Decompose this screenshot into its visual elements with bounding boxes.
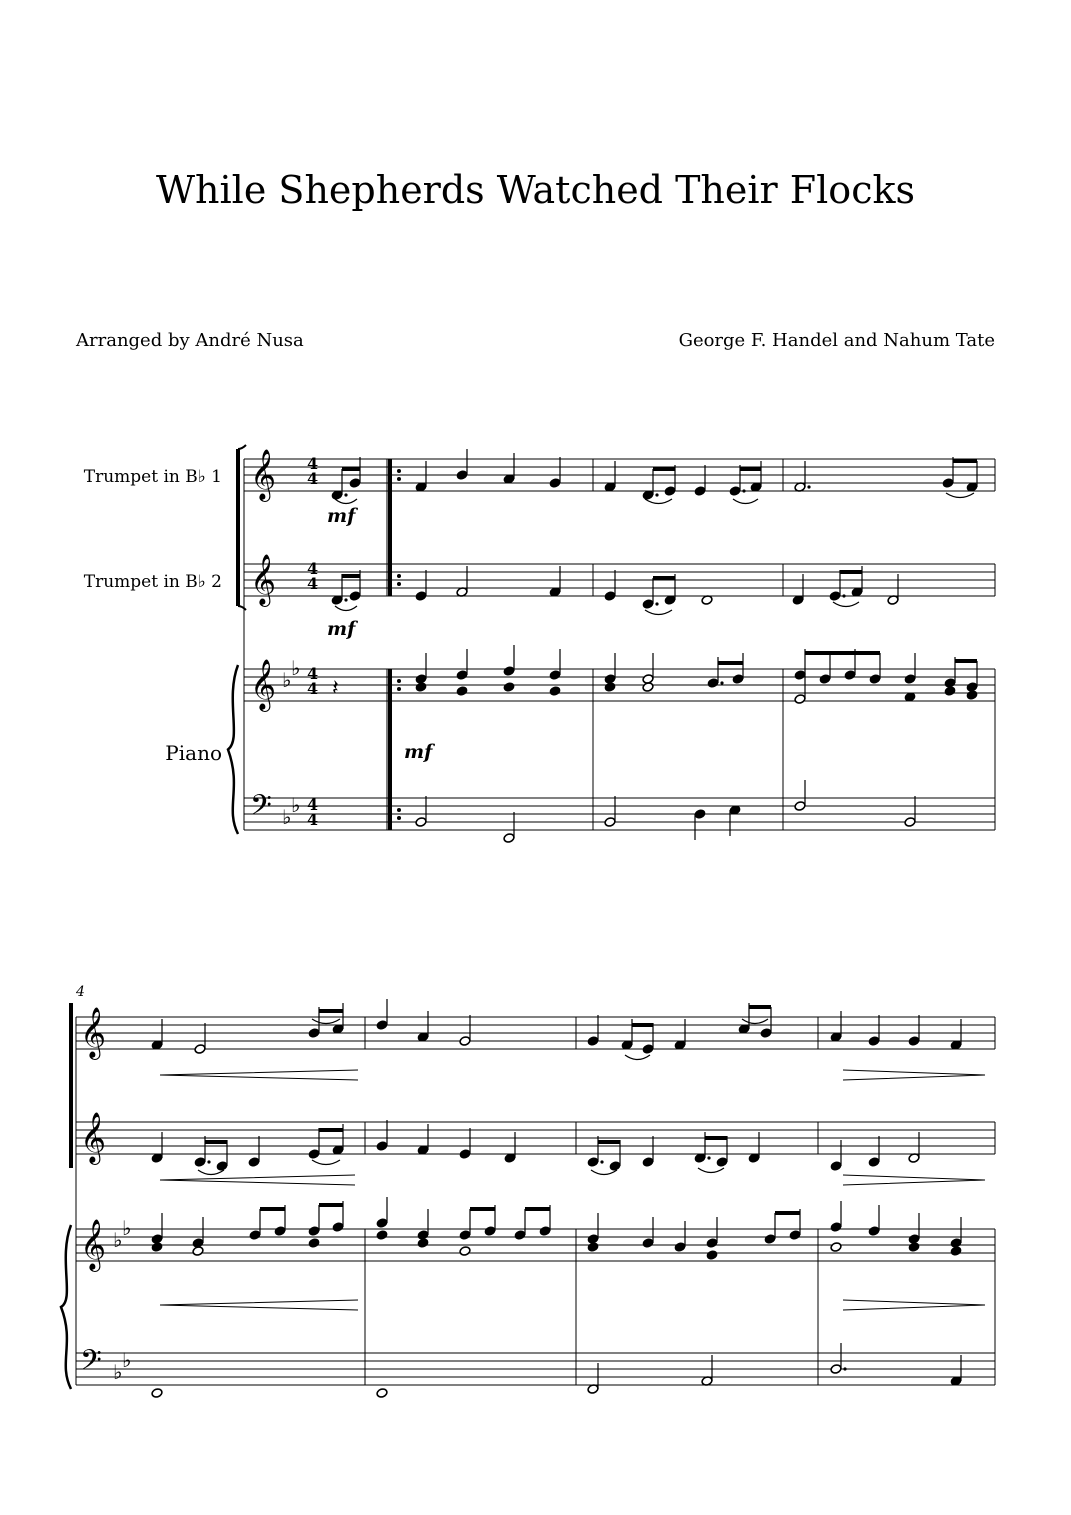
note-head bbox=[642, 1044, 654, 1055]
note-head bbox=[789, 1230, 801, 1241]
treble-clef-icon: 𝄞 bbox=[80, 1219, 107, 1270]
svg-text:4: 4 bbox=[307, 574, 319, 593]
note-head bbox=[729, 486, 741, 497]
note-head bbox=[503, 682, 515, 693]
svg-text:4: 4 bbox=[307, 559, 319, 578]
note-head bbox=[274, 1226, 286, 1237]
note-head bbox=[459, 1036, 471, 1047]
note-head bbox=[794, 801, 806, 812]
note-head bbox=[868, 1036, 880, 1047]
crescendo-hairpin bbox=[160, 1070, 358, 1080]
svg-text:4: 4 bbox=[307, 664, 319, 683]
slur bbox=[335, 606, 357, 611]
slur bbox=[625, 1055, 650, 1060]
note-head bbox=[308, 1149, 320, 1160]
note-head bbox=[642, 1157, 654, 1168]
svg-text:4: 4 bbox=[307, 679, 319, 698]
note-head bbox=[604, 817, 616, 828]
treble-clef-icon: 𝄞 bbox=[250, 659, 277, 710]
slur bbox=[645, 499, 672, 504]
decrescendo-hairpin bbox=[843, 1070, 985, 1080]
note-head bbox=[349, 478, 361, 489]
note-head bbox=[830, 1161, 842, 1172]
note-dot bbox=[807, 485, 810, 488]
score-title: While Shepherds Watched Their Flocks bbox=[156, 168, 915, 212]
note-dot bbox=[655, 602, 658, 605]
note-dot bbox=[843, 1367, 846, 1370]
arranger-credit: Arranged by André Nusa bbox=[76, 330, 304, 351]
note-head bbox=[192, 1246, 204, 1257]
note-head bbox=[707, 678, 719, 689]
bass-clef-icon: 𝄢 bbox=[250, 789, 272, 829]
flat-icon: ♭ bbox=[282, 805, 292, 829]
note-head bbox=[829, 591, 841, 602]
note-head bbox=[674, 1242, 686, 1253]
note-head bbox=[694, 809, 706, 820]
decrescendo-hairpin bbox=[843, 1300, 985, 1310]
note-head bbox=[308, 1238, 320, 1249]
note-head bbox=[376, 1218, 388, 1229]
decrescendo-hairpin bbox=[843, 1175, 985, 1185]
note-head bbox=[908, 1242, 920, 1253]
note-head bbox=[609, 1161, 621, 1172]
note-head bbox=[706, 1250, 718, 1261]
repeat-dot bbox=[397, 687, 401, 691]
svg-text:4: 4 bbox=[307, 469, 319, 488]
note-dot bbox=[600, 1160, 603, 1163]
note-head bbox=[908, 1036, 920, 1047]
note-dot bbox=[207, 1160, 210, 1163]
note-head bbox=[415, 682, 427, 693]
note-head bbox=[830, 1364, 842, 1375]
repeat-dot bbox=[397, 808, 401, 812]
repeat-dot bbox=[397, 469, 401, 473]
slur bbox=[733, 499, 758, 504]
note-dot bbox=[344, 493, 347, 496]
note-head bbox=[503, 666, 515, 677]
note-head bbox=[966, 690, 978, 701]
flat-icon: ♭ bbox=[113, 1228, 123, 1252]
note-head bbox=[587, 1242, 599, 1253]
slur bbox=[335, 499, 357, 504]
slur bbox=[742, 1019, 768, 1024]
note-head bbox=[456, 686, 468, 697]
note-head bbox=[950, 1246, 962, 1257]
slur bbox=[645, 610, 672, 615]
note-head bbox=[151, 1388, 163, 1399]
note-head bbox=[794, 670, 806, 681]
note-dot bbox=[707, 1156, 710, 1159]
flat-icon: ♭ bbox=[122, 1216, 132, 1240]
note-head bbox=[459, 1246, 471, 1257]
note-head bbox=[549, 670, 561, 681]
note-head bbox=[456, 670, 468, 681]
note-head bbox=[694, 486, 706, 497]
note-head bbox=[904, 674, 916, 685]
note-head bbox=[248, 1157, 260, 1168]
piano-brace bbox=[228, 665, 238, 834]
note-head bbox=[514, 1230, 526, 1241]
note-head bbox=[151, 1242, 163, 1253]
note-head bbox=[417, 1238, 429, 1249]
note-head bbox=[942, 478, 954, 489]
note-head bbox=[794, 694, 806, 705]
note-dot bbox=[655, 493, 658, 496]
note-head bbox=[587, 1036, 599, 1047]
dynamic-mf-trumpet2: mf bbox=[327, 618, 356, 640]
treble-clef-icon: 𝄞 bbox=[250, 554, 277, 605]
repeat-dot bbox=[397, 816, 401, 820]
note-head bbox=[716, 1157, 728, 1168]
note-head bbox=[249, 1230, 261, 1241]
note-head bbox=[830, 1242, 842, 1253]
crescendo-hairpin bbox=[160, 1300, 358, 1310]
flat-icon: ♭ bbox=[282, 668, 292, 692]
treble-clef-icon: 𝄞 bbox=[80, 1007, 107, 1058]
svg-text:4: 4 bbox=[307, 810, 319, 829]
crescendo-hairpin bbox=[160, 1175, 355, 1185]
note-head bbox=[844, 670, 856, 681]
note-head bbox=[194, 1157, 206, 1168]
slur bbox=[946, 493, 974, 498]
note-head bbox=[944, 686, 956, 697]
dynamic-mf-piano: mf bbox=[404, 741, 433, 763]
slur bbox=[312, 1019, 340, 1024]
note-head bbox=[868, 1157, 880, 1168]
quarter-rest-icon: 𝄽 bbox=[332, 676, 339, 701]
note-head bbox=[706, 1238, 718, 1249]
note-dot bbox=[720, 681, 723, 684]
trumpet2-label: Trumpet in B♭ 2 bbox=[83, 572, 222, 592]
note-head bbox=[376, 1230, 388, 1241]
slur bbox=[198, 1170, 224, 1175]
note-head bbox=[642, 599, 654, 610]
svg-text:4: 4 bbox=[307, 454, 319, 473]
flat-icon: ♭ bbox=[113, 1360, 123, 1384]
piano-label: Piano bbox=[165, 741, 222, 765]
note-head bbox=[642, 682, 654, 693]
note-head bbox=[194, 1044, 206, 1055]
note-head bbox=[904, 817, 916, 828]
note-head bbox=[732, 674, 744, 685]
note-head bbox=[503, 833, 515, 844]
note-head bbox=[349, 591, 361, 602]
note-head bbox=[539, 1226, 551, 1237]
note-dot bbox=[842, 594, 845, 597]
note-head bbox=[308, 1226, 320, 1237]
note-head bbox=[830, 1222, 842, 1233]
note-head bbox=[484, 1226, 496, 1237]
measure-number: 4 bbox=[76, 984, 85, 1000]
note-head bbox=[216, 1161, 228, 1172]
treble-clef-icon: 𝄞 bbox=[250, 449, 277, 500]
note-head bbox=[604, 682, 616, 693]
treble-clef-icon: 𝄞 bbox=[80, 1112, 107, 1163]
flat-icon: ♭ bbox=[122, 1348, 132, 1372]
note-head bbox=[332, 1222, 344, 1233]
note-head bbox=[376, 1141, 388, 1152]
repeat-dot bbox=[397, 679, 401, 683]
dynamic-mf-trumpet1: mf bbox=[327, 505, 356, 527]
note-head bbox=[604, 591, 616, 602]
slur bbox=[312, 1160, 340, 1165]
note-head bbox=[764, 1234, 776, 1245]
note-head bbox=[415, 817, 427, 828]
note-head bbox=[549, 686, 561, 697]
slur bbox=[698, 1168, 724, 1173]
note-head bbox=[869, 674, 881, 685]
piano-brace bbox=[61, 1225, 71, 1389]
bass-clef-icon: 𝄢 bbox=[80, 1344, 102, 1384]
repeat-dot bbox=[397, 582, 401, 586]
svg-text:4: 4 bbox=[307, 795, 319, 814]
time-signature bbox=[307, 454, 318, 829]
note-head bbox=[459, 1149, 471, 1160]
note-head bbox=[587, 1157, 599, 1168]
note-head bbox=[376, 1388, 388, 1399]
note-head bbox=[664, 486, 676, 497]
note-head bbox=[459, 1230, 471, 1241]
note-head bbox=[760, 1028, 772, 1039]
note-head bbox=[376, 1020, 388, 1031]
note-dot bbox=[742, 489, 745, 492]
note-head bbox=[868, 1226, 880, 1237]
repeat-dot bbox=[397, 574, 401, 578]
note-head bbox=[549, 478, 561, 489]
flat-icon: ♭ bbox=[291, 793, 301, 817]
slur bbox=[833, 602, 859, 607]
note-dot bbox=[344, 598, 347, 601]
note-head bbox=[415, 591, 427, 602]
flat-icon: ♭ bbox=[291, 656, 301, 680]
note-head bbox=[642, 1238, 654, 1249]
repeat-dot bbox=[397, 477, 401, 481]
composer-credit: George F. Handel and Nahum Tate bbox=[678, 330, 995, 351]
note-head bbox=[308, 1028, 320, 1039]
note-head bbox=[456, 470, 468, 481]
note-head bbox=[819, 674, 831, 685]
slur bbox=[591, 1170, 617, 1175]
trumpet1-label: Trumpet in B♭ 1 bbox=[83, 467, 222, 487]
